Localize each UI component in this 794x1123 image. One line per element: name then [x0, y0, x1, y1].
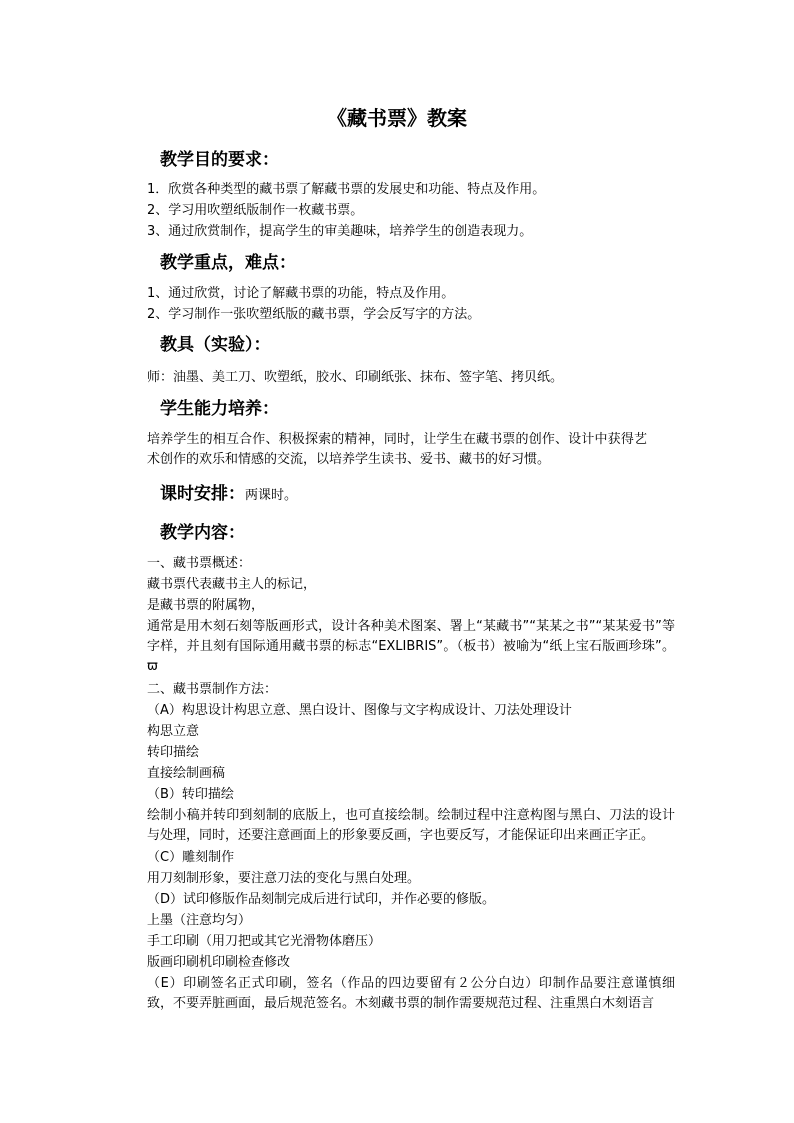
- section1-line-1: 藏书票代表藏书主人的标记，: [147, 577, 317, 592]
- step-b-paragraph-text: 绘制小稿并转印到刻制的底版上，也可直接绘制。绘制过程中注意构图与黑白、刀法的设计与处理，同时，还要注意画面上的形象要反画，字也要反写，才能保证印出来画正字正。: [147, 808, 675, 843]
- step-a-line-2: 转印描绘: [147, 745, 200, 760]
- ability-text-content: 培养学生的相互合作、积极探索的精神，同时，让学生在藏书票的创作、设计中获得艺术创作的欢乐和情感的交流，以培养学生读书、爱书、藏书的好习惯。: [147, 432, 647, 467]
- step-c-title: （C）雕刻制作: [147, 850, 235, 865]
- goals-item-2: 2、学习用吹塑纸版制作一枚藏书票。: [147, 203, 364, 218]
- step-d-line-2: 手工印刷（用刀把或其它光滑物体磨压）: [147, 934, 382, 949]
- section1-paragraph-text: 通常是用木刻石刻等版画形式，设计各种美术图案、署上“某藏书”“某某之书”“某某爱书”等字样，并且刻有国际通用藏书票的标志“EXLIBRIS”。（板书）被喻为“纸上宝石版画珍珠”。ϖ: [147, 619, 675, 674]
- content-heading: 教学内容：: [160, 523, 245, 543]
- step-b-paragraph: [147, 806, 675, 846]
- goals-heading: 教学目的要求：: [160, 150, 279, 170]
- step-d-line-3: 版画印刷机印刷检查修改: [147, 955, 291, 970]
- tools-heading: 教具（实验）：: [160, 335, 271, 355]
- section1-paragraph: [147, 617, 675, 677]
- schedule-value: 两课时。: [245, 488, 298, 503]
- section1-title: 一、藏书票概述：: [147, 556, 252, 571]
- document-title: 《藏书票》教案: [327, 106, 467, 130]
- step-a-title: （A）构思设计构思立意、黑白设计、图像与文字构成设计、刀法处理设计: [147, 703, 572, 718]
- goals-item-3: 3、通过欣赏制作，提高学生的审美趣味，培养学生的创造表现力。: [147, 224, 533, 239]
- schedule-label: 课时安排：: [160, 484, 245, 504]
- key-points-item-1: 1、通过欣赏，讨论了解藏书票的功能，特点及作用。: [147, 286, 455, 301]
- step-e-paragraph-text: （E）印刷签名正式印刷，签名（作品的四边要留有２公分白边）印制作品要注意谨慎细致，不要弄脏画面，最后规范签名。木刻藏书票的制作需要规范过程、注重黑白木刻语言: [147, 976, 675, 1011]
- ability-text: [147, 430, 647, 470]
- section1-line-2: 是藏书票的附属物，: [147, 598, 265, 613]
- step-b-title: （B）转印描绘: [147, 787, 234, 802]
- ability-heading: 学生能力培养：: [160, 399, 279, 419]
- schedule-heading: [160, 482, 297, 508]
- key-points-item-2: 2、学习制作一张吹塑纸版的藏书票，学会反写字的方法。: [147, 307, 481, 322]
- section2-title: 二、藏书票制作方法：: [147, 682, 278, 697]
- step-a-line-3: 直接绘制画稿: [147, 766, 226, 781]
- goals-item-1: 1．欣赏各种类型的藏书票了解藏书票的发展史和功能、特点及作用。: [147, 182, 546, 197]
- step-a-line-1: 构思立意: [147, 724, 200, 739]
- step-d-line-1: 上墨（注意均匀）: [147, 913, 252, 928]
- tools-text: 师：油墨、美工刀、吹塑纸，胶水、印刷纸张、抹布、签字笔、拷贝纸。: [147, 370, 564, 385]
- key-points-heading: 教学重点，难点：: [160, 253, 296, 273]
- step-c-line-1: 用刀刻制形象，要注意刀法的变化与黑白处理。: [147, 871, 421, 886]
- step-e-paragraph: [147, 974, 675, 1014]
- step-d-title: （D）试印修版作品刻制完成后进行试印，并作必要的修版。: [147, 892, 496, 907]
